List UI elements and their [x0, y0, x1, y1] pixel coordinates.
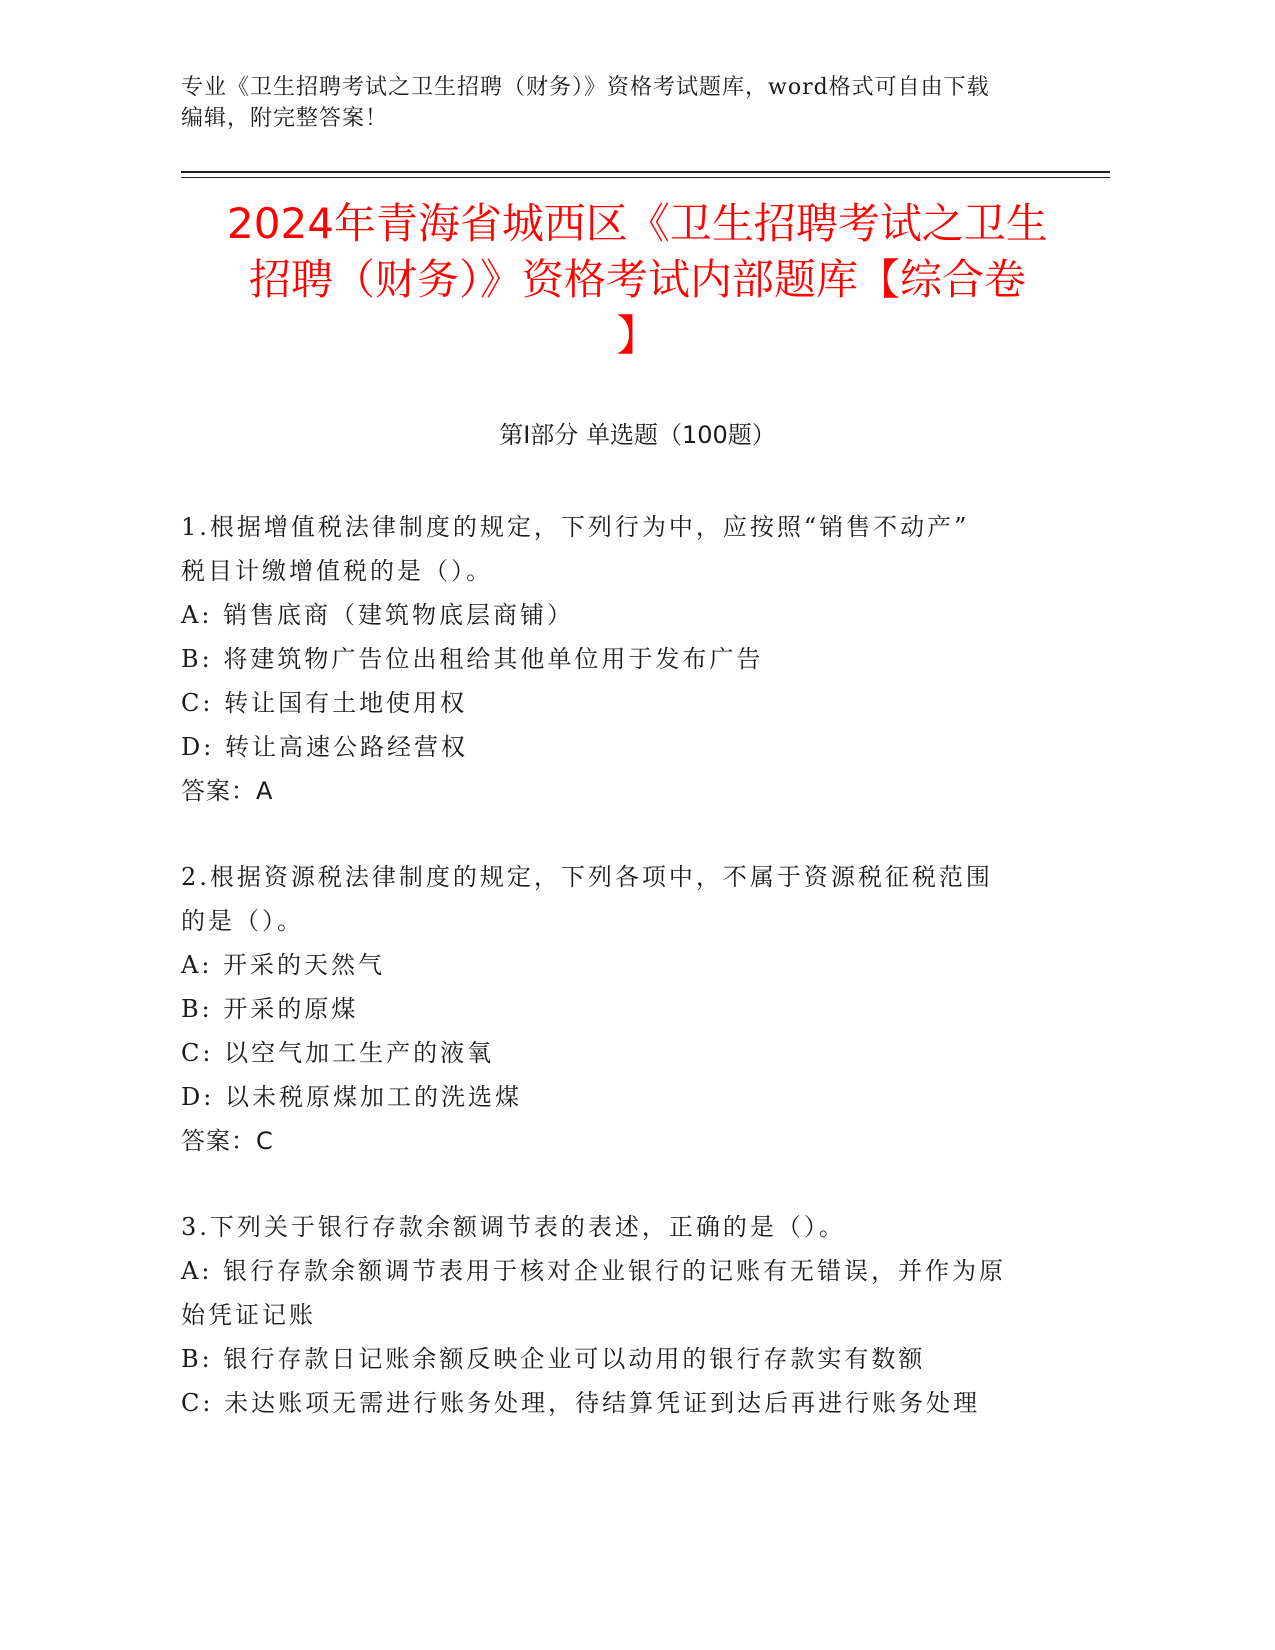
question-stem: 2.根据资源税法律制度的规定，下列各项中，不属于资源税征税范围 [181, 863, 993, 891]
option-c: C: 转让国有土地使用权 [181, 689, 468, 717]
option-a-cont: 始凭证记账 [181, 1301, 316, 1329]
option-a: A: 开采的天然气 [181, 951, 386, 979]
section-heading: 第Ⅰ部分 单选题（100题） [499, 421, 776, 449]
header-line-2: 编辑，附完整答案！ [181, 106, 389, 131]
title-line-3: 】 [616, 311, 659, 360]
option-d: D: 转让高速公路经营权 [181, 733, 468, 761]
option-c: C: 以空气加工生产的液氧 [181, 1039, 495, 1067]
question-list [181, 505, 1061, 1467]
question-stem-cont: 税目计缴增值税的是（）。 [181, 557, 493, 585]
header-divider-thin [181, 177, 1110, 178]
option-b: B: 开采的原煤 [181, 995, 359, 1023]
option-a: A: 银行存款余额调节表用于核对企业银行的记账有无错误，并作为原 [181, 1257, 1007, 1285]
title-line-1: 2024年青海省城西区《卫生招聘考试之卫生 [227, 199, 1048, 248]
question-3 [181, 1205, 1061, 1425]
question-2 [181, 855, 1061, 1163]
option-a: A: 销售底商（建筑物底层商铺） [181, 601, 575, 629]
title-line-2: 招聘（财务）》资格考试内部题库【综合卷 [248, 255, 1026, 304]
answer: 答案：A [181, 777, 274, 805]
header-divider-thick [181, 171, 1110, 173]
document-title [150, 196, 1125, 364]
answer: 答案：C [181, 1127, 274, 1155]
question-stem: 1.根据增值税法律制度的规定，下列行为中，应按照“销售不动产” [181, 513, 970, 541]
document-header [181, 72, 1061, 134]
question-stem-cont: 的是（）。 [181, 907, 304, 935]
question-stem: 3.下列关于银行存款余额调节表的表述，正确的是（）。 [181, 1213, 846, 1241]
option-d: D: 以未税原煤加工的洗选煤 [181, 1083, 522, 1111]
option-b: B: 将建筑物广告位出租给其他单位用于发布广告 [181, 645, 764, 673]
option-b: B: 银行存款日记账余额反映企业可以动用的银行存款实有数额 [181, 1345, 926, 1373]
question-1 [181, 505, 1061, 813]
header-line-1: 专业《卫生招聘考试之卫生招聘（财务）》资格考试题库，word格式可自由下载 [181, 75, 990, 100]
option-c: C: 未达账项无需进行账务处理，待结算凭证到达后再进行账务处理 [181, 1389, 981, 1417]
